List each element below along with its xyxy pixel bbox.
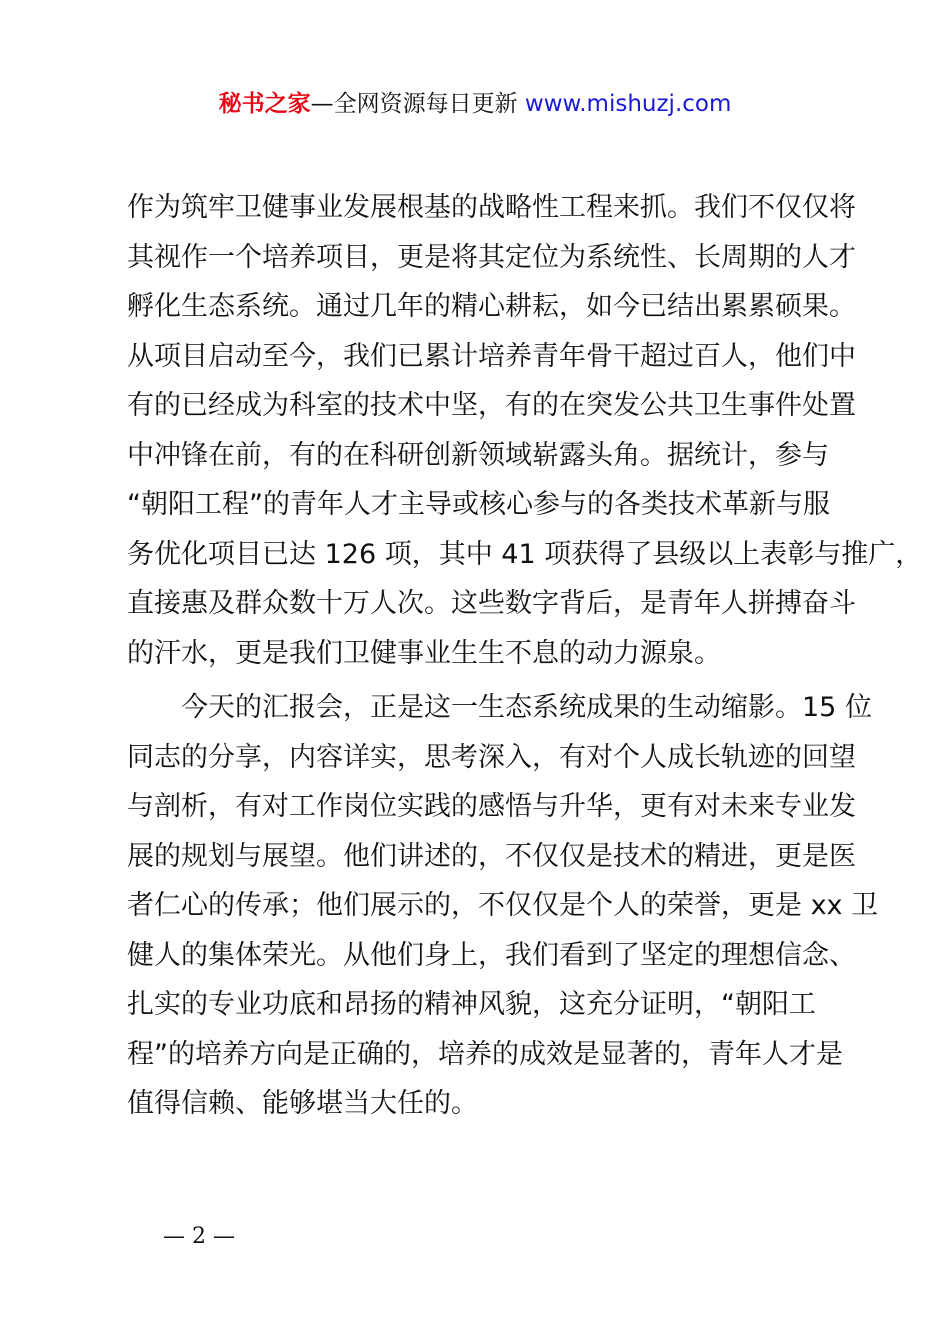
site-header [0, 86, 950, 122]
text-line: 直接惠及群众数十万人次。这些数字背后，是青年人拼搏奋斗 [127, 588, 856, 619]
text-line: 作为筑牢卫健事业发展根基的战略性工程来抓。我们不仅仅将 [127, 192, 856, 223]
site-tagline: —全网资源每日更新 [310, 91, 525, 117]
paragraph-2 [127, 683, 879, 1129]
text-line: 健人的集体荣光。从他们身上，我们看到了坚定的理想信念、 [127, 939, 856, 971]
text-line: 今天的汇报会，正是这一生态系统成果的生动缩影。15 位 [127, 692, 872, 723]
text-line: “朝阳工程”的青年人才主导或核心参与的各类技术革新与服 [127, 489, 830, 520]
site-brand: 秘书之家 [218, 91, 311, 117]
site-url-link[interactable]: www.mishuzj.com [524, 91, 732, 117]
text-line: 有的已经成为科室的技术中坚，有的在突发公共卫生事件处置 [127, 390, 856, 421]
document-body [127, 183, 923, 1129]
text-line: 从项目启动至今，我们已累计培养青年骨干超过百人，他们中 [127, 340, 856, 372]
text-line: 同志的分享，内容详实，思考深入，有对个人成长轨迹的回望 [127, 741, 856, 773]
text-line: 展的规划与展望。他们讲述的，不仅仅是技术的精进，更是医 [127, 840, 856, 872]
page-number: — 2 — [163, 1224, 235, 1249]
text-line: 值得信赖、能够堪当大任的。 [127, 1088, 478, 1119]
text-line: 的汗水，更是我们卫健事业生生不息的动力源泉。 [127, 637, 721, 669]
paragraph-1 [127, 183, 923, 678]
text-line: 者仁心的传承；他们展示的，不仅仅是个人的荣誉，更是 xx 卫 [127, 890, 879, 921]
text-line: 扎实的专业功底和昂扬的精神风貌，这充分证明，“朝阳工 [127, 989, 816, 1020]
text-line: 务优化项目已达 126 项，其中 41 项获得了县级以上表彰与推广， [127, 538, 923, 570]
text-line: 程”的培养方向是正确的，培养的成效是显著的，青年人才是 [127, 1038, 843, 1070]
text-line: 与剖析，有对工作岗位实践的感悟与升华，更有对未来专业发 [127, 791, 856, 822]
text-line: 中冲锋在前，有的在科研创新领域崭露头角。据统计，参与 [127, 439, 829, 471]
text-line: 孵化生态系统。通过几年的精心耕耘，如今已结出累累硕果。 [127, 291, 856, 322]
text-line: 其视作一个培养项目，更是将其定位为系统性、长周期的人才 [127, 241, 856, 273]
